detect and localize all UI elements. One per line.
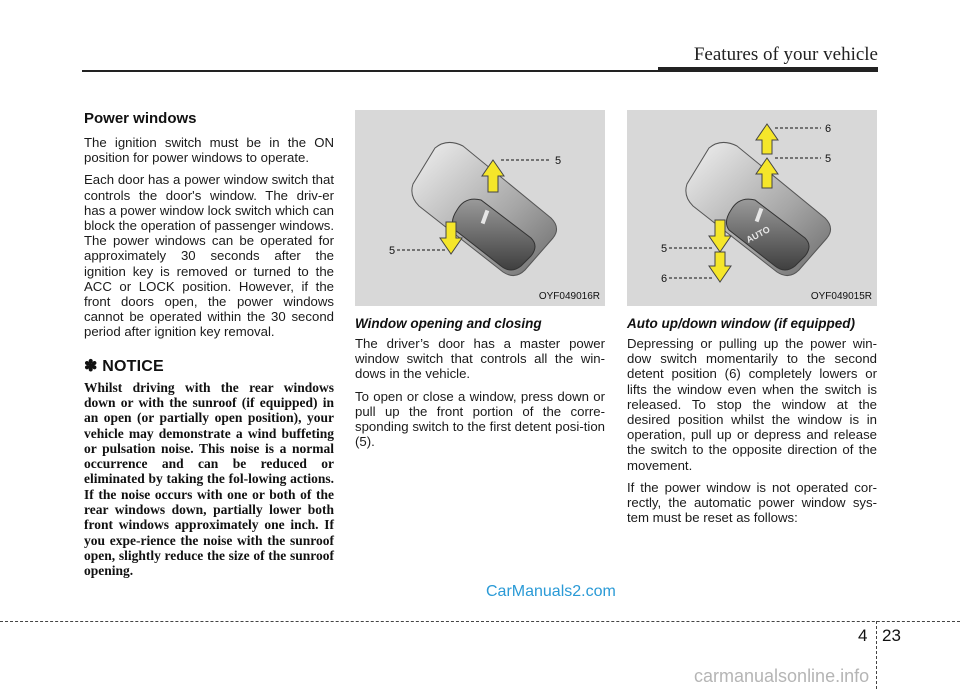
intro-paragraph: The ignition switch must be in the ON position for power windows to operate. (84, 135, 334, 166)
figure-label-up: 5 (555, 155, 562, 167)
figure-code: OYF049015R (810, 291, 872, 302)
column-power-windows (84, 110, 334, 579)
auto-window-switch-illustration (627, 110, 877, 306)
figure-label-down5: 5 (661, 243, 668, 255)
column-window-opening (355, 110, 605, 456)
notice-title-label: NOTICE (102, 357, 164, 375)
arrow-up-second-detent-icon (756, 124, 778, 154)
power-windows-heading: Power windows (84, 110, 197, 127)
window-opening-subheading: Window opening and closing (355, 316, 542, 331)
footer-divider (0, 621, 960, 622)
reset-paragraph: If the power window is not operated cor-rectly, the automatic power window sys-tem must be reset as follows: (627, 479, 877, 526)
notice-title (84, 356, 334, 376)
site-watermark: carmanualsonline.info (694, 666, 870, 686)
watermark-link[interactable]: CarManuals2.com (486, 583, 616, 600)
notice-icon: ✽ (84, 357, 98, 375)
figure-label-up6: 6 (825, 123, 832, 135)
door-switch-paragraph: Each door has a power window switch that controls the door's window. The driv-er has a power window lock switch which can block the operation of passenger windows. The power windows can be operated for approximately 30 seconds after the ignition key is removed or turned to the ACC or LOCK position. However, if the front doors open, the power windows cannot be operated within the 30 second period after ignition key removal. (84, 172, 334, 340)
footer-vertical-divider (876, 621, 877, 689)
switch-auto-label: AUTO (744, 224, 772, 245)
column-auto-window (627, 110, 877, 532)
figure-label-down: 5 (389, 245, 396, 257)
auto-window-paragraph: Depressing or pulling up the power win-dow switch momentarily to the second detent position (6) completely lowers or lifts the window even when the switch is released. To stop the window at the desired position whilst the window is in operation, pull up or depress and release the switch to the opposite direction of the movement. (627, 336, 877, 473)
master-switch-paragraph: The driver’s door has a master power window switch that controls all the win-dows in the vehicle. (355, 336, 605, 382)
open-close-paragraph: To open or close a window, press down or pull up the front portion of the corre-sponding switch to the first detent posi-tion (5). (355, 388, 605, 450)
header-rule-thick (658, 67, 878, 72)
window-switch-illustration (355, 110, 605, 306)
figure-window-switch-auto (627, 110, 877, 306)
figure-code: OYF049016R (538, 291, 600, 302)
header-rule-thin (82, 70, 658, 72)
page-number: 23 (882, 626, 901, 645)
figure-label-down6: 6 (661, 273, 668, 285)
auto-window-subheading: Auto up/down window (if equipped) (627, 316, 855, 331)
figure-label-up5: 5 (825, 153, 832, 165)
section-title: Features of your vehicle (693, 44, 878, 65)
figure-window-switch-basic (355, 110, 605, 306)
notice-text: Whilst driving with the rear windows down or with the sunroof (if equipped) in an open (or partially open position), your vehicle may demonstrate a wind buffeting or pulsation noise. This noise is a normal occurrence and can be reduced or eliminated by taking the fol-lowing actions. If the noise occurs with one or both of the rear windows down, partially lower both front windows approximately one inch. If you expe-rience the noise with the sunroof open, slightly reduce the size of the sunroof opening. (84, 379, 334, 579)
chapter-number: 4 (858, 626, 868, 645)
arrow-down-second-detent-icon (709, 252, 731, 282)
